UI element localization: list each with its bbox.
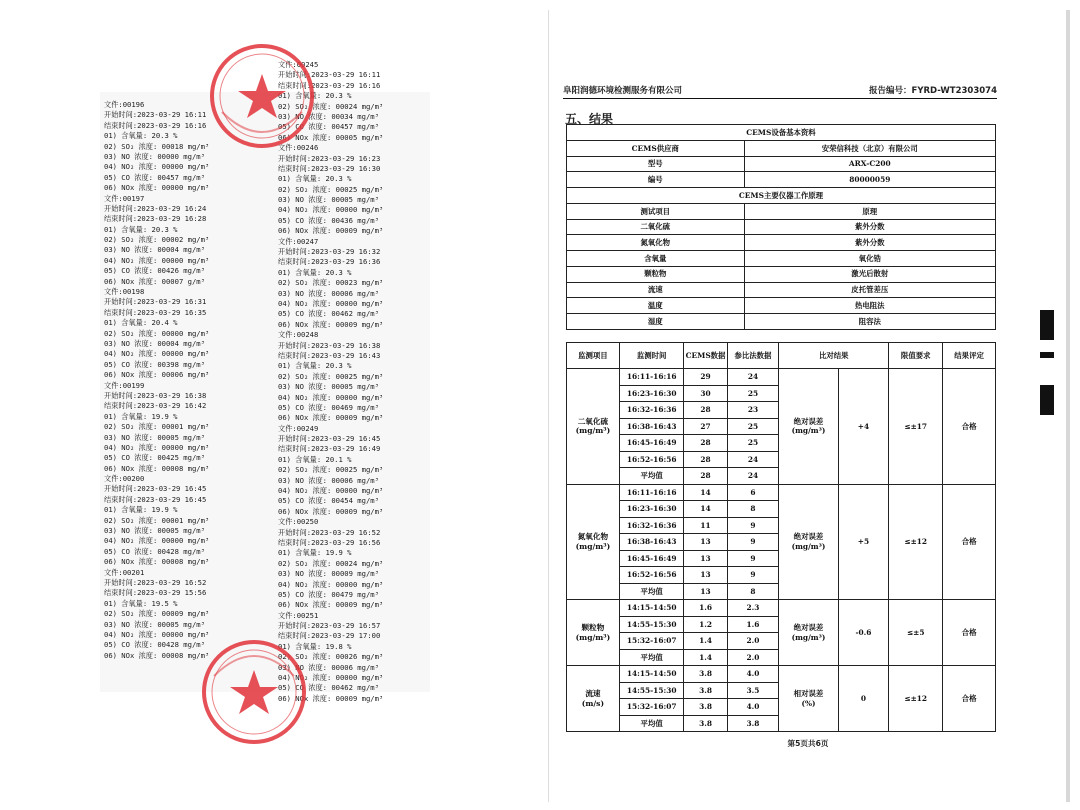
info-value: 安荣信科技（北京）有限公司 — [744, 141, 995, 157]
method-name: 绝对误差 — [793, 416, 824, 426]
reference-value: 24 — [727, 369, 779, 386]
printout-line: 01) 含氧量: 20.4 % — [104, 318, 178, 328]
printout-line: 06) NOx 浓度: 00009 mg/m³ — [278, 226, 384, 236]
printout-line: 结束时间:2023-03-29 16:16 — [278, 80, 381, 90]
reference-value: 25 — [727, 385, 779, 402]
principle-method: 阻容法 — [744, 313, 995, 329]
monitor-time: 14:15-14:50 — [619, 666, 684, 683]
binding-mark — [1040, 385, 1054, 415]
printout-line: 04) NO₂ 浓度: 00000 mg/m³ — [278, 205, 384, 215]
principle-method: 氧化锆 — [744, 251, 995, 267]
monitor-item-cell — [567, 666, 620, 732]
comparison-result: 0 — [838, 666, 889, 732]
printout-line: 04) NO₂ 浓度: 00000 mg/m³ — [278, 486, 384, 496]
monitor-time: 16:38-16:43 — [619, 418, 684, 435]
reference-value: 9 — [727, 567, 779, 584]
printout-line: 01) 含氧量: 20.3 % — [278, 361, 352, 371]
printout-line: 04) NO₂ 浓度: 00000 mg/m³ — [104, 349, 210, 359]
cems-value: 28 — [684, 402, 727, 419]
printout-line: 02) SO₂ 浓度: 00001 mg/m³ — [104, 422, 210, 432]
printout-line: 文件:00246 — [278, 143, 319, 153]
monitor-time: 平均值 — [619, 649, 684, 666]
monitor-item-name: 流速 — [585, 688, 601, 698]
result-verdict: 合格 — [943, 484, 996, 600]
printout-line: 文件:00201 — [104, 567, 145, 577]
comparison-result: +4 — [838, 369, 889, 485]
printout-line: 03) NO 浓度: 00006 mg/m³ — [278, 475, 379, 485]
cems-value: 1.6 — [684, 600, 727, 617]
printout-line: 04) NO₂ 浓度: 00000 mg/m³ — [104, 442, 210, 452]
results-header: 监测项目 — [567, 343, 620, 369]
limit-requirement: ≤±5 — [889, 600, 943, 666]
printout-line: 06) NOx 浓度: 00008 mg/m³ — [104, 463, 210, 473]
results-header: CEMS数据 — [684, 343, 727, 369]
monitor-time: 平均值 — [619, 468, 684, 485]
reference-value: 8 — [727, 583, 779, 600]
section-title: 五、结果 — [565, 112, 614, 126]
printout-line: 结束时间:2023-03-29 16:30 — [278, 163, 381, 173]
cems-value: 3.8 — [684, 699, 727, 716]
monitor-time: 16:52-16:56 — [619, 451, 684, 468]
printout-line: 结束时间:2023-03-29 16:35 — [104, 307, 207, 317]
reference-value: 23 — [727, 402, 779, 419]
reference-value: 2.0 — [727, 649, 779, 666]
red-seal-stamp-bottom — [200, 638, 308, 746]
monitor-time: 16:32-16:36 — [619, 402, 684, 419]
results-header: 结果评定 — [943, 343, 996, 369]
printout-line: 03) NO 浓度: 00006 mg/m³ — [278, 662, 379, 672]
cems-value: 1.2 — [684, 616, 727, 633]
printout-line: 06) NOx 浓度: 00000 mg/m³ — [104, 183, 210, 193]
monitor-time: 16:11-16:16 — [619, 484, 684, 501]
printout-line: 04) NO₂ 浓度: 00000 mg/m³ — [278, 392, 384, 402]
reference-value: 9 — [727, 534, 779, 551]
printout-line: 文件:00247 — [278, 236, 319, 246]
principle-item: 二氧化硫 — [567, 219, 745, 235]
method-name: 相对误差 — [793, 689, 824, 699]
result-verdict: 合格 — [943, 600, 996, 666]
monitor-time: 16:45-16:49 — [619, 550, 684, 567]
printout-line: 06) NOx 浓度: 00009 mg/m³ — [278, 413, 384, 423]
result-verdict: 合格 — [943, 369, 996, 485]
printout-line: 02) SO₂ 浓度: 00009 mg/m³ — [104, 609, 210, 619]
results-header: 监测时间 — [619, 343, 684, 369]
method-name: 绝对误差 — [793, 623, 824, 633]
binding-mark — [1040, 352, 1054, 358]
printout-line: 02) SO₂ 浓度: 00025 mg/m³ — [278, 184, 384, 194]
printout-line: 开始时间:2023-03-29 16:45 — [278, 434, 381, 444]
printout-line: 文件:00248 — [278, 330, 319, 340]
printout-line: 03) NO 浓度: 00004 mg/m³ — [104, 245, 205, 255]
printout-line: 01) 含氧量: 19.5 % — [104, 598, 178, 608]
cems-value: 14 — [684, 484, 727, 501]
reference-value: 9 — [727, 550, 779, 567]
cems-value: 1.4 — [684, 649, 727, 666]
printout-line: 文件:00251 — [278, 610, 319, 620]
comparison-result: +5 — [838, 484, 889, 600]
monitor-time: 16:11-16:16 — [619, 369, 684, 386]
printout-line: 开始时间:2023-03-29 16:57 — [278, 621, 381, 631]
report-header — [563, 84, 997, 96]
printout-line: 开始时间:2023-03-29 16:32 — [278, 247, 381, 257]
cems-value: 30 — [684, 385, 727, 402]
printout-line: 06) NOx 浓度: 00008 mg/m³ — [104, 650, 210, 660]
printout-line: 02) SO₂ 浓度: 00024 mg/m³ — [278, 558, 384, 568]
printout-line: 结束时间:2023-03-29 16:43 — [278, 350, 381, 360]
printout-line: 01) 含氧量: 19.9 % — [278, 548, 352, 558]
reference-value: 25 — [727, 435, 779, 452]
printout-line: 开始时间:2023-03-29 16:11 — [104, 110, 207, 120]
info-label: CEMS供应商 — [567, 141, 745, 157]
info-value: ARX-C200 — [744, 156, 995, 172]
printout-line: 结束时间:2023-03-29 16:45 — [104, 494, 207, 504]
printout-line: 文件:00196 — [104, 100, 145, 109]
reference-value: 24 — [727, 468, 779, 485]
comparison-method — [779, 484, 838, 600]
printout-line: 03) NO 浓度: 00000 mg/m³ — [104, 151, 205, 161]
cems-value: 27 — [684, 418, 727, 435]
printout-line: 02) SO₂ 浓度: 00026 mg/m³ — [278, 652, 384, 662]
printout-line: 开始时间:2023-03-29 16:31 — [104, 297, 207, 307]
comparison-method — [779, 369, 838, 485]
monitor-time: 平均值 — [619, 715, 684, 732]
printout-line: 04) NO₂ 浓度: 00000 mg/m³ — [104, 162, 210, 172]
printout-line: 结束时间:2023-03-29 16:36 — [278, 257, 381, 267]
limit-requirement: ≤±17 — [889, 369, 943, 485]
printout-line: 05) CO 浓度: 00457 mg/m³ — [278, 122, 379, 132]
printout-line: 06) NOx 浓度: 00005 mg/m³ — [278, 132, 384, 142]
principle-title: CEMS主要仪器工作原理 — [567, 188, 996, 204]
info-label: 编号 — [567, 172, 745, 188]
printout-line: 结束时间:2023-03-29 16:16 — [104, 120, 207, 130]
printout-line: 04) NO₂ 浓度: 00000 mg/m³ — [104, 536, 210, 546]
printout-line: 开始时间:2023-03-29 16:38 — [104, 390, 207, 400]
principle-item: 湿度 — [567, 313, 745, 329]
printout-line: 04) NO₂ 浓度: 00000 mg/m³ — [104, 629, 210, 639]
report-number: 报告编号：FYRD-WT2303074 — [869, 86, 997, 96]
comparison-result: -0.6 — [838, 600, 889, 666]
printout-line: 01) 含氧量: 20.1 % — [278, 454, 352, 464]
printout-line: 02) SO₂ 浓度: 00002 mg/m³ — [104, 235, 210, 245]
printout-line: 结束时间:2023-03-29 15:56 — [104, 588, 207, 598]
printout-line: 文件:00245 — [278, 60, 319, 69]
printout-line: 05) CO 浓度: 00479 mg/m³ — [278, 589, 379, 599]
method-name: 绝对误差 — [793, 532, 824, 542]
binding-mark — [1040, 310, 1054, 340]
reference-value: 9 — [727, 517, 779, 534]
printout-line: 04) NO₂ 浓度: 00000 mg/m³ — [278, 298, 384, 308]
printout-line: 03) NO 浓度: 00005 mg/m³ — [278, 382, 379, 392]
monitor-item-cell — [567, 369, 620, 485]
principle-item: 含氧量 — [567, 251, 745, 267]
monitor-item-unit: (mg/m³) — [575, 632, 611, 642]
page-edge-shadow — [1066, 10, 1070, 802]
printout-line: 05) CO 浓度: 00426 mg/m³ — [104, 266, 205, 276]
printout-line: 03) NO 浓度: 00005 mg/m³ — [104, 619, 205, 629]
cems-value: 1.4 — [684, 633, 727, 650]
method-unit: (mg/m³) — [791, 632, 826, 642]
info-value: 80000059 — [744, 172, 995, 188]
printout-line: 02) SO₂ 浓度: 00001 mg/m³ — [104, 515, 210, 525]
monitor-item-unit: (mg/m³) — [575, 426, 611, 436]
principle-method: 紫外分数 — [744, 219, 995, 235]
monitor-time: 16:38-16:43 — [619, 534, 684, 551]
principle-item: 温度 — [567, 298, 745, 314]
printout-line: 05) CO 浓度: 00425 mg/m³ — [104, 453, 205, 463]
printout-line: 02) SO₂ 浓度: 00025 mg/m³ — [278, 465, 384, 475]
reference-value: 2.3 — [727, 600, 779, 617]
printout-line: 01) 含氧量: 20.3 % — [278, 91, 352, 101]
cems-value: 13 — [684, 550, 727, 567]
results-header: 限值要求 — [889, 343, 943, 369]
printout-line: 06) NOx 浓度: 00009 mg/m³ — [278, 319, 384, 329]
reference-value: 3.8 — [727, 715, 779, 732]
printout-line: 02) SO₂ 浓度: 00018 mg/m³ — [104, 141, 210, 151]
monitor-time: 14:15-14:50 — [619, 600, 684, 617]
page-footer: 第5页共6页 — [787, 739, 829, 748]
limit-requirement: ≤±12 — [889, 484, 943, 600]
monitor-time: 16:23-16:30 — [619, 501, 684, 518]
printout-line: 01) 含氧量: 20.3 % — [278, 174, 352, 184]
cems-value: 13 — [684, 534, 727, 551]
cems-value: 3.8 — [684, 682, 727, 699]
info-label: 型号 — [567, 156, 745, 172]
printout-line: 开始时间:2023-03-29 16:23 — [278, 153, 381, 163]
limit-requirement: ≤±12 — [889, 666, 943, 732]
principle-header: 测试项目 — [567, 204, 745, 220]
printout-line: 05) CO 浓度: 00428 mg/m³ — [104, 640, 205, 650]
principle-item: 颗粒物 — [567, 266, 745, 282]
printout-line: 05) CO 浓度: 00428 mg/m³ — [104, 546, 205, 556]
comparison-method — [779, 600, 838, 666]
monitor-time: 16:32-16:36 — [619, 517, 684, 534]
monitor-time: 14:55-15:30 — [619, 616, 684, 633]
basic-info-title: CEMS设备基本资料 — [567, 125, 996, 141]
monitor-item-name: 氮氧化物 — [577, 532, 609, 542]
printout-line: 文件:00200 — [104, 474, 145, 484]
cems-value: 28 — [684, 468, 727, 485]
method-unit: (%) — [801, 698, 816, 708]
reference-value: 8 — [727, 501, 779, 518]
header-rule — [563, 98, 997, 99]
comparison-method — [779, 666, 838, 732]
monitor-time: 14:55-15:30 — [619, 682, 684, 699]
printout-line: 结束时间:2023-03-29 16:49 — [278, 444, 381, 454]
printout-line: 开始时间:2023-03-29 16:45 — [104, 484, 207, 494]
printout-line: 05) CO 浓度: 00462 mg/m³ — [278, 309, 379, 319]
printout-line: 06) NOx 浓度: 00009 mg/m³ — [278, 506, 384, 516]
printout-line: 04) NO₂ 浓度: 00000 mg/m³ — [278, 579, 384, 589]
printout-line: 01) 含氧量: 20.3 % — [104, 224, 178, 234]
printout-log-column-2 — [278, 60, 438, 704]
printout-line: 开始时间:2023-03-29 16:52 — [104, 577, 207, 587]
reference-value: 6 — [727, 484, 779, 501]
company-name: 阜阳润德环境检测服务有限公司 — [563, 86, 683, 96]
cems-value: 3.8 — [684, 666, 727, 683]
printout-line: 02) SO₂ 浓度: 00000 mg/m³ — [104, 328, 210, 338]
printout-line: 06) NOx 浓度: 00009 mg/m³ — [278, 693, 384, 703]
printout-line: 文件:00197 — [104, 193, 145, 203]
reference-value: 3.5 — [727, 682, 779, 699]
method-unit: (mg/m³) — [791, 541, 826, 551]
printout-line: 04) NO₂ 浓度: 00000 mg/m³ — [104, 255, 210, 265]
cems-value: 29 — [684, 369, 727, 386]
results-header: 参比法数据 — [727, 343, 779, 369]
cems-value: 13 — [684, 567, 727, 584]
printout-line: 02) SO₂ 浓度: 00024 mg/m³ — [278, 101, 384, 111]
printout-line: 结束时间:2023-03-29 16:28 — [104, 214, 207, 224]
printout-line: 06) NOx 浓度: 00008 mg/m³ — [104, 557, 210, 567]
monitor-item-unit: (m/s) — [581, 698, 605, 708]
printout-line: 01) 含氧量: 20.3 % — [104, 131, 178, 141]
cems-value: 28 — [684, 435, 727, 452]
principle-method: 皮托管差压 — [744, 282, 995, 298]
printout-line: 开始时间:2023-03-29 16:11 — [278, 70, 381, 80]
printout-line: 文件:00198 — [104, 287, 145, 297]
comparison-results-table — [566, 342, 996, 732]
method-unit: (mg/m³) — [791, 426, 826, 436]
printout-line: 开始时间:2023-03-29 16:24 — [104, 203, 207, 213]
printout-line: 05) CO 浓度: 00469 mg/m³ — [278, 402, 379, 412]
printout-line: 05) CO 浓度: 00436 mg/m³ — [278, 215, 379, 225]
printout-line: 01) 含氧量: 19.8 % — [278, 641, 352, 651]
principle-method: 激光后散射 — [744, 266, 995, 282]
printout-line: 02) SO₂ 浓度: 00023 mg/m³ — [278, 278, 384, 288]
principle-method: 紫外分数 — [744, 235, 995, 251]
result-verdict: 合格 — [943, 666, 996, 732]
reference-value: 24 — [727, 451, 779, 468]
printout-line: 结束时间:2023-03-29 17:00 — [278, 631, 381, 641]
cems-value: 3.8 — [684, 715, 727, 732]
printout-line: 结束时间:2023-03-29 16:42 — [104, 401, 207, 411]
monitor-time: 平均值 — [619, 583, 684, 600]
monitor-item-cell — [567, 600, 620, 666]
monitor-item-unit: (mg/m³) — [575, 541, 611, 551]
printout-line: 03) NO 浓度: 00006 mg/m³ — [278, 288, 379, 298]
monitor-time: 15:32-16:07 — [619, 633, 684, 650]
printout-log-column-1 — [104, 100, 264, 661]
printout-line: 02) SO₂ 浓度: 00025 mg/m³ — [278, 371, 384, 381]
principle-item: 氮氧化物 — [567, 235, 745, 251]
printout-line: 05) CO 浓度: 00462 mg/m³ — [278, 683, 379, 693]
printout-line: 03) NO 浓度: 00004 mg/m³ — [104, 338, 205, 348]
printout-line: 01) 含氧量: 19.9 % — [104, 505, 178, 515]
reference-value: 2.0 — [727, 633, 779, 650]
printout-line: 03) NO 浓度: 00005 mg/m³ — [278, 195, 379, 205]
results-header: 比对结果 — [779, 343, 889, 369]
printout-line: 06) NOx 浓度: 00009 mg/m³ — [278, 600, 384, 610]
printout-line: 文件:00250 — [278, 517, 319, 527]
reference-value: 1.6 — [727, 616, 779, 633]
printout-line: 05) CO 浓度: 00398 mg/m³ — [104, 359, 205, 369]
printout-line: 06) NOx 浓度: 00006 mg/m³ — [104, 370, 210, 380]
reference-value: 25 — [727, 418, 779, 435]
cems-value: 14 — [684, 501, 727, 518]
printout-line: 05) CO 浓度: 00457 mg/m³ — [104, 172, 205, 182]
printout-line: 01) 含氧量: 19.9 % — [104, 411, 178, 421]
printout-line: 开始时间:2023-03-29 16:52 — [278, 527, 381, 537]
monitor-time: 15:32-16:07 — [619, 699, 684, 716]
cems-basic-info-table — [566, 124, 996, 330]
printout-line: 结束时间:2023-03-29 16:56 — [278, 537, 381, 547]
printout-line: 文件:00199 — [104, 380, 145, 390]
monitor-item-cell — [567, 484, 620, 600]
monitor-time: 16:23-16:30 — [619, 385, 684, 402]
cems-value: 13 — [684, 583, 727, 600]
monitor-time: 16:45-16:49 — [619, 435, 684, 452]
printout-line: 文件:00249 — [278, 423, 319, 433]
printout-line: 03) NO 浓度: 00005 mg/m³ — [104, 526, 205, 536]
monitor-item-name: 二氧化硫 — [577, 416, 609, 426]
principle-header: 原理 — [744, 204, 995, 220]
principle-method: 热电阻法 — [744, 298, 995, 314]
printout-line: 06) NOx 浓度: 00007 g/m³ — [104, 276, 205, 286]
cems-value: 28 — [684, 451, 727, 468]
printout-line: 05) CO 浓度: 00454 mg/m³ — [278, 496, 379, 506]
printout-line: 04) NO₂ 浓度: 00000 mg/m³ — [278, 673, 384, 683]
reference-value: 4.0 — [727, 666, 779, 683]
monitor-time: 16:52-16:56 — [619, 567, 684, 584]
printout-line: 03) NO 浓度: 00005 mg/m³ — [104, 432, 205, 442]
cems-value: 11 — [684, 517, 727, 534]
printout-line: 01) 含氧量: 20.3 % — [278, 267, 352, 277]
reference-value: 4.0 — [727, 699, 779, 716]
printout-line: 开始时间:2023-03-29 16:38 — [278, 340, 381, 350]
principle-item: 流速 — [567, 282, 745, 298]
red-seal-stamp-top — [208, 42, 316, 150]
printout-line: 03) NO 浓度: 00034 mg/m³ — [278, 111, 379, 121]
printout-line: 03) NO 浓度: 00009 mg/m³ — [278, 569, 379, 579]
monitor-item-name: 颗粒物 — [581, 622, 605, 632]
